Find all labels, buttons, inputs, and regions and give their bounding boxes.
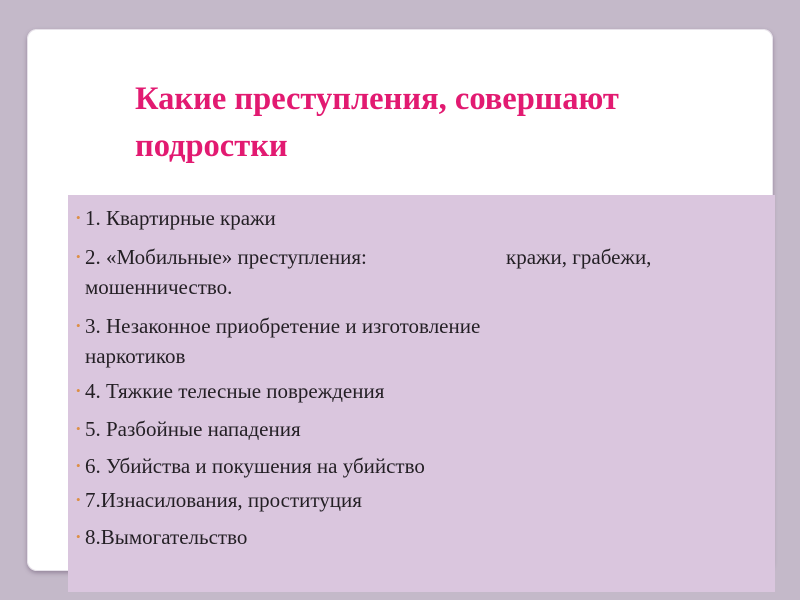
- bullet-icon: •: [76, 383, 81, 398]
- bullet-icon: •: [76, 492, 81, 507]
- list-item-text-right: кражи, грабежи,: [506, 245, 652, 269]
- list-item-text: 7.Изнасилования, проституция: [85, 488, 362, 512]
- list-item-continuation: мошенничество.: [85, 275, 233, 299]
- list-item-text: 1. Квартирные кражи: [85, 206, 276, 230]
- bullet-icon: •: [76, 210, 81, 225]
- content-box: [68, 195, 775, 592]
- list-item-continuation: наркотиков: [85, 344, 186, 368]
- list-item-text: 2. «Мобильные» преступления:: [85, 245, 367, 269]
- bullet-icon: •: [76, 249, 81, 264]
- list-item-text: 5. Разбойные нападения: [85, 417, 301, 441]
- bullet-icon: •: [76, 529, 81, 544]
- bullet-icon: •: [76, 458, 81, 473]
- slide: [27, 29, 773, 571]
- list-item-text: 6. Убийства и покушения на убийство: [85, 454, 425, 478]
- bullet-icon: •: [76, 318, 81, 333]
- list-item-text: 4. Тяжкие телесные повреждения: [85, 379, 385, 403]
- list-item-text: 3. Незаконное приобретение и изготовление: [85, 314, 481, 338]
- slide-title: Какие преступления, совершают подростки: [135, 81, 619, 164]
- list-item-text: 8.Вымогательство: [85, 525, 248, 549]
- bullet-icon: •: [76, 421, 81, 436]
